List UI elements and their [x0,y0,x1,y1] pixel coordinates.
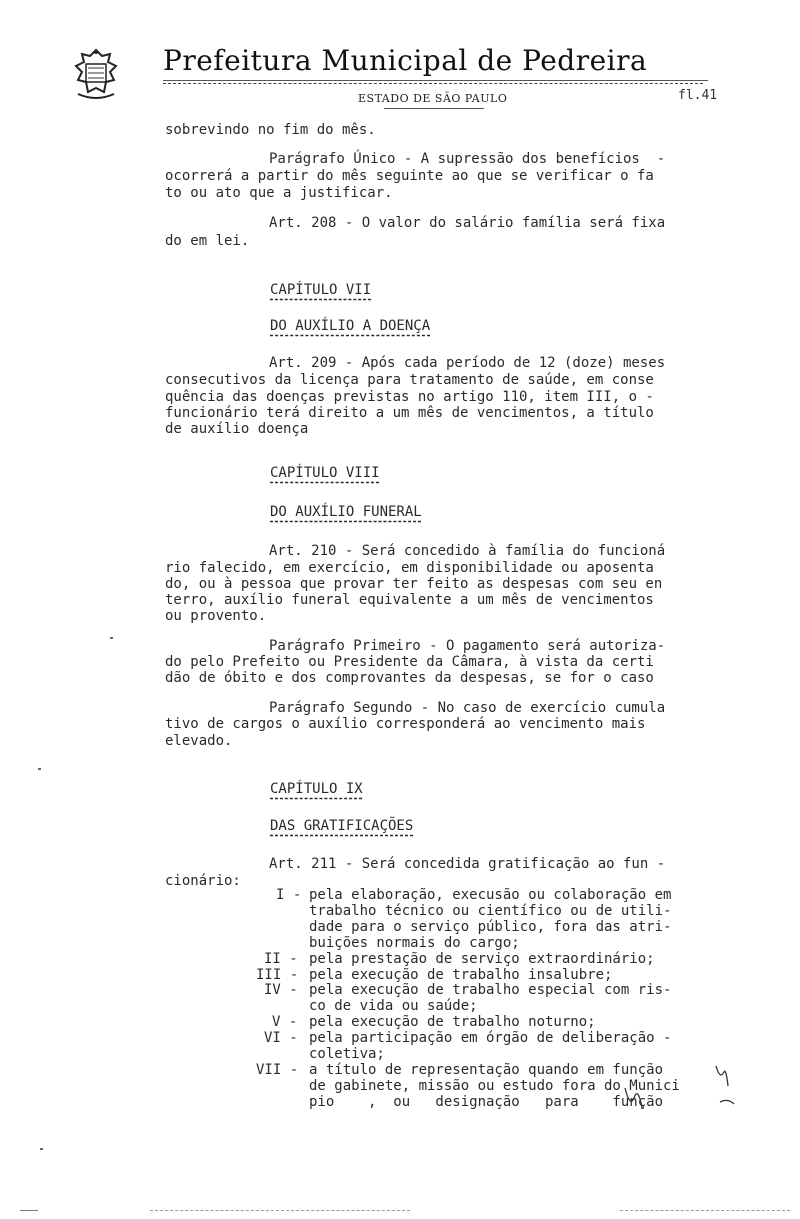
text-line: Art. 210 - Será concedido à família do funcioná [269,543,666,559]
item-number: VI - [264,1030,298,1046]
scan-speck [40,1148,43,1150]
text-line: de auxílio doença [165,421,309,437]
text-line: rio falecido, em exercício, em disponibilidade ou aposenta [165,560,654,576]
text-line: do pelo Prefeito ou Presidente da Câmara, à vista da certi [165,654,654,670]
chapter-heading: CAPÍTULO VIII [270,465,380,481]
chapter-subheading: DAS GRATIFICAÇÕES [270,818,414,834]
item-number: III - [256,967,299,983]
text-line: sobrevindo no fim do mês. [165,122,376,138]
chapter-subheading: DO AUXÍLIO FUNERAL [270,504,422,520]
folio-number: fl.41 [678,88,718,103]
handwritten-initials-icon [620,1058,740,1118]
text-line: cionário: [165,873,241,889]
item-text: a título de representação quando em função [309,1062,664,1078]
item-number: V - [272,1014,298,1030]
header-dash-rule [163,83,703,84]
municipal-crest-icon [66,44,126,104]
scan-speck [38,768,41,770]
item-text: trabalho técnico ou científico ou de utili- [309,903,672,919]
item-text: co de vida ou saúde; [309,998,478,1014]
item-number: IV - [264,982,298,998]
subtitle-rule [384,108,484,109]
text-line: Art. 211 - Será concedida gratificação ao fun - [269,856,666,872]
item-text: pela elaboração, execusão ou colaboração em [309,887,672,903]
page-title: Prefeitura Municipal de Pedreira [163,44,648,77]
footer-scan-dash [620,1210,790,1211]
item-text: coletiva; [309,1046,385,1062]
text-line: do, ou à pessoa que provar ter feito as despesas com seu en [165,576,663,592]
text-line: Art. 208 - O valor do salário família será fixa [269,215,666,231]
item-text: pela execução de trabalho insalubre; [309,967,613,983]
text-line: ou provento. [165,608,267,624]
text-line: consecutivos da licença para tratamento de saúde, em conse [165,372,654,388]
text-line: ocorrerá a partir do mês seguinte ao que se verificar o fa [165,168,654,184]
text-line: do em lei. [165,233,250,249]
chapter-subheading: DO AUXÍLIO A DOENÇA [270,318,431,334]
footer-scan-dash [150,1210,410,1211]
item-text: pela execução de trabalho noturno; [309,1014,596,1030]
text-line: tivo de cargos o auxílio corresponderá ao vencimento mais [165,716,646,732]
page-subtitle: ESTADO DE SÃO PAULO [358,92,508,105]
text-line: dão de óbito e dos comprovantes da despesas, se for o caso [165,670,654,686]
text-line: elevado. [165,733,233,749]
item-text: pela execução de trabalho especial com ris- [309,982,672,998]
text-line: quência das doenças previstas no artigo 110, item III, o - [165,389,654,405]
chapter-heading: CAPÍTULO VII [270,282,372,298]
text-line: terro, auxílio funeral equivalente a um mês de vencimentos [165,592,654,608]
item-text: de gabinete, missão ou estudo fora do Munici [309,1078,680,1094]
item-text: pio , ou designação para função [309,1094,664,1110]
item-number: I - [276,887,302,903]
item-text: pela prestação de serviço extraordinário; [309,951,655,967]
chapter-heading: CAPÍTULO IX [270,781,363,797]
text-line: Parágrafo Único - A supressão dos benefícios - [269,151,666,167]
scan-speck [110,637,113,639]
item-text: buições normais do cargo; [309,935,520,951]
text-line: to ou ato que a justificar. [165,185,393,201]
item-number: VII - [256,1062,299,1078]
text-line: Parágrafo Segundo - No caso de exercício cumula [269,700,666,716]
item-text: dade para o serviço público, fora das atri- [309,919,672,935]
header-rule [163,80,708,81]
item-text: pela participação em órgão de deliberação - [309,1030,672,1046]
item-number: II - [264,951,298,967]
text-line: funcionário terá direito a um mês de vencimentos, a título [165,405,654,421]
footer-scan-line [20,1210,38,1211]
text-line: Parágrafo Primeiro - O pagamento será autoriza- [269,638,666,654]
text-line: Art. 209 - Após cada período de 12 (doze) meses [269,355,666,371]
